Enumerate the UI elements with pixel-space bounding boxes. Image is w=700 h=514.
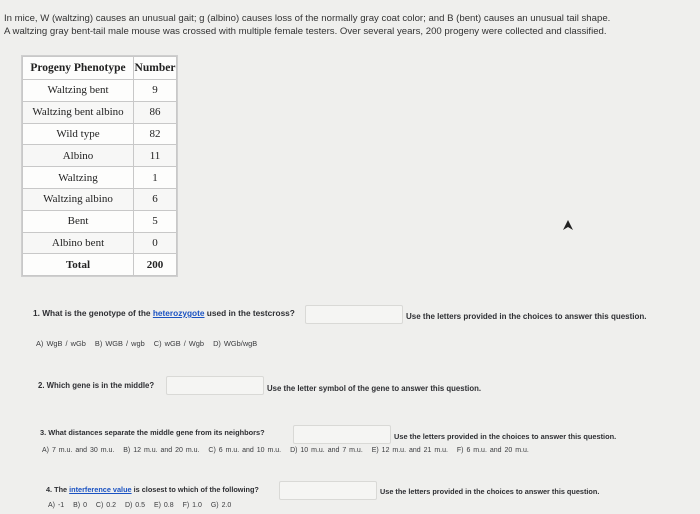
choice: C) 6 m.u. and 10 m.u. — [208, 447, 282, 454]
mouse-cursor-icon — [563, 220, 573, 230]
choice: C) wGB / Wgb — [153, 339, 205, 348]
table-row — [23, 167, 177, 189]
number-cell: 6 — [134, 188, 177, 210]
choice: B) 12 m.u. and 20 m.u. — [123, 447, 200, 454]
table-total-row — [23, 254, 177, 276]
choice: A) -1 — [48, 502, 65, 509]
question-1-suffix: used in the testcross? — [204, 308, 295, 318]
choice: E) 0.8 — [153, 502, 174, 509]
intro-line-1: In mice, W (waltzing) causes an unusual gait; g (albino) causes loss of the normally gray coat color; and B (bent) causes an unusual tail shape. — [4, 13, 611, 24]
question-1-hint: Use the letters provided in the choices to answer this question. — [406, 312, 647, 321]
choice: D) 10 m.u. and 7 m.u. — [290, 447, 363, 454]
question-4-hint: Use the letters provided in the choices to answer this question. — [380, 487, 600, 496]
phenotype-cell: Waltzing bent albino — [23, 101, 134, 123]
problem-intro — [4, 12, 610, 38]
question-2-hint: Use the letter symbol of the gene to answer this question. — [267, 384, 482, 393]
table-row — [23, 210, 177, 232]
phenotype-cell: Waltzing — [23, 167, 134, 189]
total-value: 200 — [134, 254, 177, 276]
table-row — [23, 188, 177, 210]
choice: C) 0.2 — [95, 502, 116, 509]
question-3-answer-input[interactable] — [293, 425, 391, 444]
number-cell: 82 — [134, 123, 177, 145]
question-1-text — [33, 308, 295, 318]
choice: G) 2.0 — [210, 502, 232, 509]
table-header-row — [23, 57, 177, 80]
number-cell: 9 — [134, 80, 177, 102]
phenotype-cell: Waltzing bent — [23, 80, 134, 102]
choice: B) WGB / wgb — [94, 339, 145, 348]
column-header-number: Number — [134, 57, 177, 80]
number-cell: 11 — [134, 145, 177, 167]
number-cell: 0 — [134, 232, 177, 254]
choice: F) 1.0 — [182, 502, 202, 509]
table-row — [23, 145, 177, 167]
table-row — [23, 232, 177, 254]
intro-line-2: A waltzing gray bent-tail male mouse was crossed with multiple female testers. Over several years, 200 progeny were collected and classified. — [4, 26, 607, 37]
choice: F) 6 m.u. and 20 m.u. — [456, 447, 529, 454]
question-1-choices — [36, 339, 263, 348]
question-4-choices — [48, 502, 237, 509]
question-1-prefix: 1. What is the genotype of the — [33, 308, 153, 318]
phenotype-cell: Wild type — [23, 123, 134, 145]
interference-value-link[interactable]: interference value — [69, 485, 132, 494]
question-2-text: 2. Which gene is in the middle? — [38, 381, 155, 390]
number-cell: 5 — [134, 210, 177, 232]
question-2-answer-input[interactable] — [166, 376, 264, 395]
heterozygote-link[interactable]: heterozygote — [152, 308, 205, 318]
phenotype-cell: Waltzing albino — [23, 188, 134, 210]
phenotype-cell: Albino — [23, 145, 134, 167]
question-1-answer-input[interactable] — [305, 305, 403, 324]
question-4-text — [46, 485, 259, 494]
table-row — [23, 123, 177, 145]
choice: B) 0 — [73, 502, 87, 509]
number-cell: 1 — [134, 167, 177, 189]
question-3-hint: Use the letters provided in the choices to answer this question. — [394, 432, 617, 441]
choice: A) WgB / wGb — [36, 339, 86, 348]
column-header-phenotype: Progeny Phenotype — [23, 57, 134, 80]
choice: A) 7 m.u. and 30 m.u. — [42, 447, 115, 454]
question-3-text: 3. What distances separate the middle gene from its neighbors? — [40, 428, 265, 437]
question-3-choices — [42, 447, 535, 454]
choice: D) 0.5 — [124, 502, 145, 509]
total-label: Total — [23, 254, 134, 276]
phenotype-cell: Albino bent — [23, 232, 134, 254]
question-4-suffix: is closest to which of the following? — [131, 485, 259, 494]
question-4-answer-input[interactable] — [279, 481, 377, 500]
phenotype-cell: Bent — [23, 210, 134, 232]
table-row — [23, 80, 177, 102]
table-row — [23, 101, 177, 123]
progeny-table — [22, 56, 177, 276]
number-cell: 86 — [134, 101, 177, 123]
choice: D) WGb/wgB — [213, 339, 258, 348]
question-4-prefix: 4. The — [46, 485, 70, 494]
choice: E) 12 m.u. and 21 m.u. — [371, 447, 448, 454]
